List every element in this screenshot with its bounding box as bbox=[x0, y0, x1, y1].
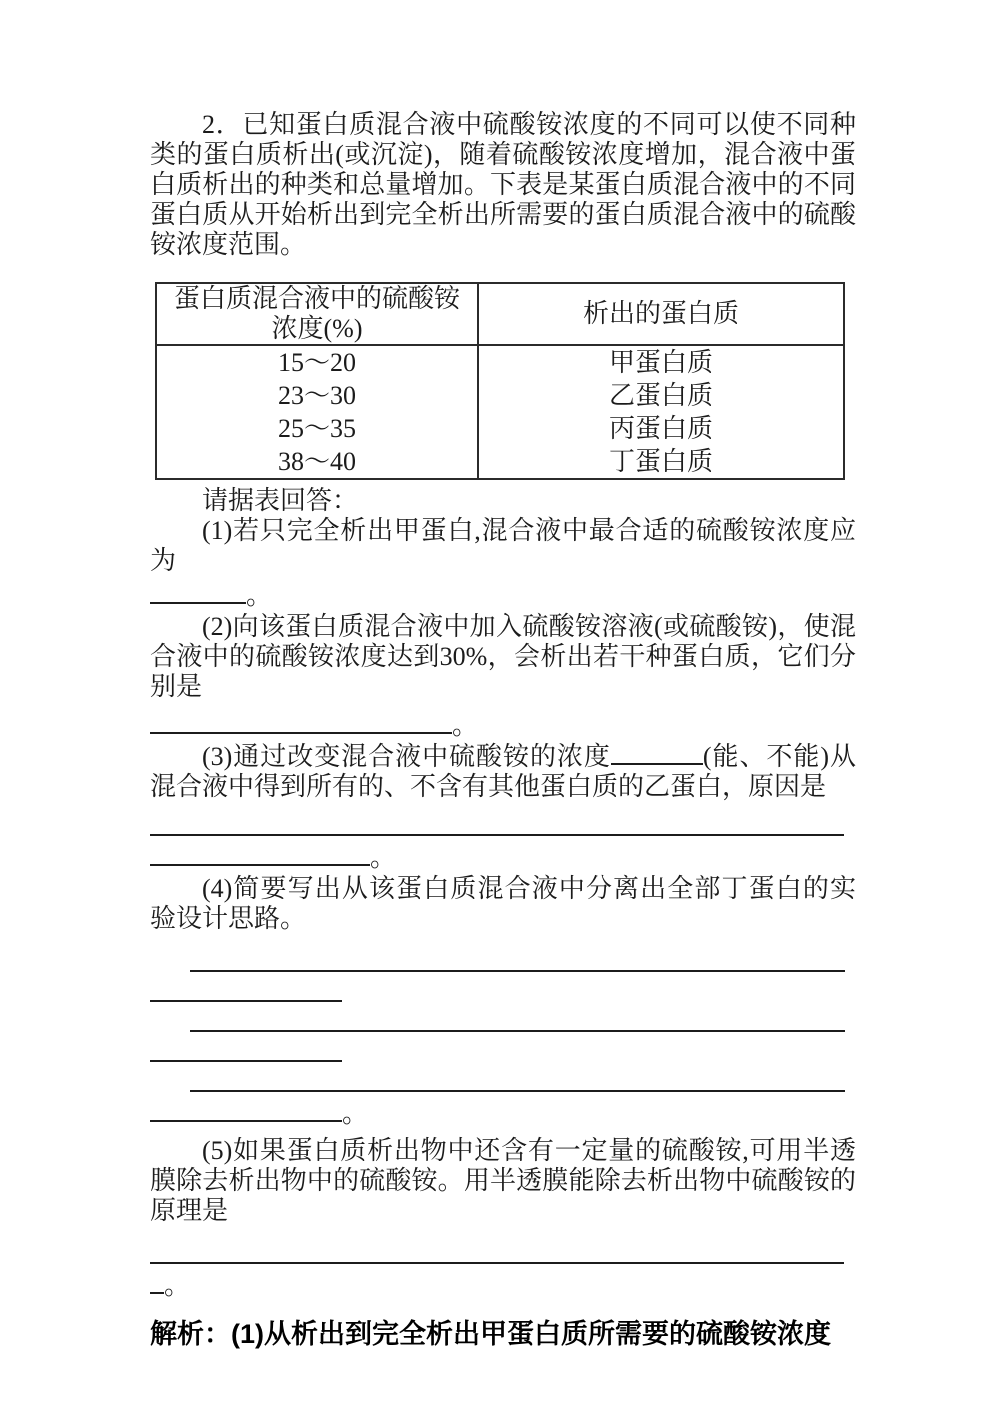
concentration-column bbox=[156, 345, 478, 479]
table-header-row bbox=[156, 283, 844, 345]
q4-answer-blank-1 bbox=[190, 950, 845, 972]
q4-answer-blank-3 bbox=[190, 1010, 845, 1032]
q5-answer-blank-1 bbox=[150, 1242, 844, 1264]
answer-prompt: 请据表回答： bbox=[202, 486, 359, 515]
question-2-intro: 2．已知蛋白质混合液中硫酸铵浓度的不同可以使不同种类的蛋白质析出(或沉淀)，随着硫酸铵浓度增加，混合液中蛋白质析出的种类和总量增加。下表是某蛋白质混合液中的不同蛋白质从开始析出到完全析出所需要的蛋白质混合液中的硫酸铵浓度范围。 bbox=[150, 110, 856, 259]
table-header-protein bbox=[478, 283, 844, 345]
table-body-row bbox=[156, 345, 844, 479]
protein-value: 丙蛋白质 bbox=[608, 414, 713, 443]
q3-answer-line-2 bbox=[150, 844, 856, 874]
protein-value: 丁蛋白质 bbox=[608, 447, 713, 476]
analysis-text: 解析：(1)从析出到完全析出甲蛋白质所需要的硫酸铵浓度 bbox=[150, 1319, 831, 1349]
q4-answer-line-6 bbox=[150, 1100, 856, 1130]
ammonium-sulfate-table bbox=[155, 282, 845, 480]
q4-answer-line-1 bbox=[150, 950, 856, 980]
concentration-value: 15～20 bbox=[277, 348, 356, 377]
header-concentration-line1: 蛋白质混合液中的硫酸铵 bbox=[173, 284, 460, 313]
q1-answer-blank bbox=[150, 582, 246, 604]
q3-text-before: (3)通过改变混合液中硫酸铵的浓度 bbox=[202, 742, 611, 771]
protein-value: 乙蛋白质 bbox=[608, 381, 713, 410]
q4-answer-blank-2 bbox=[150, 980, 342, 1002]
q3-answer-line-1 bbox=[150, 814, 856, 844]
protein-column bbox=[478, 345, 844, 479]
q2-answer-blank bbox=[150, 712, 452, 734]
sub-question-1: (1)若只完全析出甲蛋白,混合液中最合适的硫酸铵浓度应为 bbox=[150, 516, 856, 575]
q3-answer-blank-2 bbox=[150, 844, 370, 866]
q3-answer-blank-1 bbox=[150, 814, 844, 836]
table-header-concentration bbox=[156, 283, 478, 345]
concentration-value: 23～30 bbox=[277, 381, 356, 410]
q3-inline-blank bbox=[611, 743, 703, 765]
q3-period: 。 bbox=[370, 843, 397, 872]
q4-answer-line-5 bbox=[150, 1070, 856, 1100]
q4-answer-blank-4 bbox=[150, 1040, 342, 1062]
q2-period: 。 bbox=[452, 711, 479, 740]
q5-period: 。 bbox=[164, 1271, 191, 1300]
sub-question-3 bbox=[150, 742, 856, 802]
q3-text-after: (能、不能)从混合液中得到所有的、不含有其他蛋白质的乙蛋白，原因是 bbox=[150, 742, 856, 801]
page-content bbox=[150, 110, 856, 1350]
q1-answer-line bbox=[150, 582, 856, 612]
q4-answer-line-2 bbox=[150, 980, 856, 1010]
q4-answer-blank-5 bbox=[190, 1070, 845, 1092]
q4-answer-line-3 bbox=[150, 1010, 856, 1040]
q5-answer-line-2 bbox=[150, 1272, 856, 1302]
sub-question-2: (2)向该蛋白质混合液中加入硫酸铵溶液(或硫酸铵)，使混合液中的硫酸铵浓度达到30%，会析出若干种蛋白质，它们分别是 bbox=[150, 612, 856, 701]
sub-question-4: (4)简要写出从该蛋白质混合液中分离出全部丁蛋白的实验设计思路。 bbox=[150, 874, 856, 933]
header-protein-label: 析出的蛋白质 bbox=[582, 299, 739, 328]
q4-period: 。 bbox=[342, 1099, 369, 1128]
q4-answer-blank-6 bbox=[150, 1100, 342, 1122]
q5-answer-line-1 bbox=[150, 1242, 856, 1272]
q1-period: 。 bbox=[246, 581, 273, 610]
concentration-value: 38～40 bbox=[277, 447, 356, 476]
header-concentration-line2: 浓度(%) bbox=[271, 314, 363, 343]
q5-answer-blank-2 bbox=[150, 1272, 164, 1294]
concentration-value: 25～35 bbox=[277, 414, 356, 443]
q4-answer-line-4 bbox=[150, 1040, 856, 1070]
sub-question-5: (5)如果蛋白质析出物中还含有一定量的硫酸铵,可用半透膜除去析出物中的硫酸铵。用半透膜能除去析出物中硫酸铵的原理是 bbox=[150, 1136, 856, 1225]
protein-value: 甲蛋白质 bbox=[608, 348, 713, 377]
q2-answer-line bbox=[150, 712, 856, 742]
